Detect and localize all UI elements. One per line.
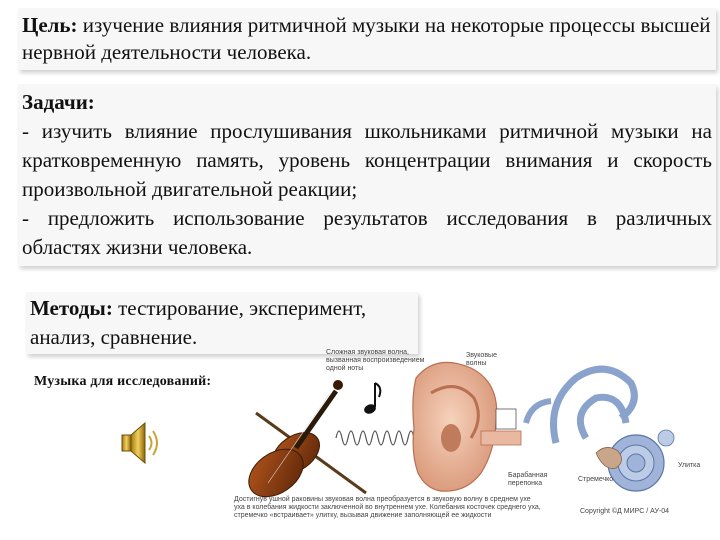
goal-text: изучение влияния ритмичной музыки на некоторые процессы высшей нервной деятельности человека. [22, 13, 711, 64]
inner-ear-icon [526, 369, 674, 491]
music-note-icon [363, 383, 381, 415]
tasks-heading: Задачи: [22, 90, 95, 114]
label-eardrum-1: Барабанная [508, 472, 548, 479]
eardrum-box [496, 409, 516, 429]
label-stapes: Стремечко [578, 476, 614, 483]
caption-line-1: Достигнув ушной раковины звуковая волна преобразуется в звуковую волну в среднем ухе [234, 496, 531, 503]
caption-line-2: уха в колебания жидкости заключенной во внутреннем ухе. Колебания косточек среднего уха, [234, 504, 541, 511]
goal-box [18, 8, 716, 70]
speaker-sound-icon[interactable] [118, 418, 166, 468]
label-cochlea: Улитка [678, 462, 701, 469]
ear-icon [413, 362, 497, 491]
methods-heading: Методы: [30, 296, 113, 320]
task-item-1: - изучить влияние прослушивания школьниками ритмичной музыки на кратковременную память, уровень концентрации внимания и скорость произвольной двигательной реакции; [22, 119, 712, 201]
caption-line-3: стремечко «встраивает» улитку, вызывая движение заполняющей ее жидкости [234, 512, 492, 519]
label-complex-wave-1: Сложная звуковая волна, [326, 349, 409, 356]
label-eardrum-2: перепонка [508, 480, 543, 487]
label-complex-wave-3: одной ноты [326, 365, 364, 372]
methods-text: тестирование, эксперимент, анализ, сравнение. [30, 296, 367, 349]
ear-canal [481, 431, 521, 445]
music-label: Музыка для исследований: [34, 374, 212, 389]
label-complex-wave-2: вызванная воспроизведением [326, 357, 425, 364]
tasks-box [18, 84, 716, 266]
label-sound-waves-1: Звуковые [466, 352, 497, 359]
label-sound-waves-2: волны [466, 360, 487, 367]
copyright-text: Copyright ©Д МИРС / АУ-04 [580, 508, 670, 515]
ear-sound-illustration [226, 343, 716, 533]
violin-icon [240, 380, 366, 507]
task-item-2: - предложить использование результатов исследования в различных областях жизни человека. [22, 206, 712, 259]
goal-heading: Цель: [22, 13, 78, 37]
